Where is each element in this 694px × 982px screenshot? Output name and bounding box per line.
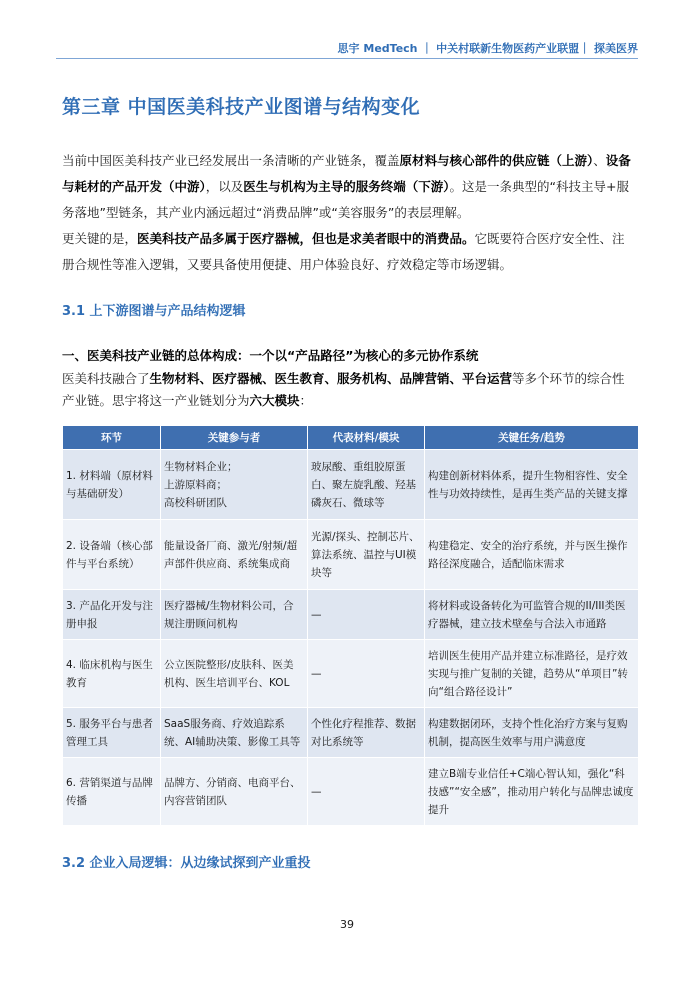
table-cell-tasks: 构建创新材料体系，提升生物相容性、安全性与功效持续性，是再生类产品的关键支撑 xyxy=(425,450,639,520)
table-cell-participants: SaaS服务商、疗效追踪系统、AI辅助决策、影像工具等 xyxy=(161,708,308,758)
text-run: ： xyxy=(299,393,313,408)
table-cell-materials: — xyxy=(308,640,425,708)
text-run: 更关键的是， xyxy=(62,231,138,246)
table-cell-materials: 光源/探头、控制芯片、算法系统、温控与UI模块等 xyxy=(308,520,425,590)
table-cell-materials: — xyxy=(308,758,425,826)
table-cell-tasks: 构建稳定、安全的治疗系统，并与医生操作路径深度融合，适配临床需求 xyxy=(425,520,639,590)
table-cell-materials: 玻尿酸、重组胶原蛋白、聚左旋乳酸、羟基磷灰石、微球等 xyxy=(308,450,425,520)
chapter-title: 第三章 中国医美科技产业图谱与结构变化 xyxy=(62,96,421,118)
module-table xyxy=(62,425,639,826)
table-cell-tasks: 将材料或设备转化为可监管合规的II/III类医疗器械，建立技术壁垒与合法入市通路 xyxy=(425,590,639,640)
bold-run: 设备与耗材的产品开发（中游） xyxy=(62,153,631,194)
table-cell-participants: 能量设备厂商、激光/射频/超声部件供应商、系统集成商 xyxy=(161,520,308,590)
section-title-3-1: 3.1 上下游图谱与产品结构逻辑 xyxy=(62,304,246,319)
bold-run: 生物材料、医疗器械、医生教育、服务机构、品牌营销、平台运营 xyxy=(149,371,513,386)
table-row xyxy=(63,640,639,708)
bold-run: 医生与机构为主导的服务终端（下游） xyxy=(243,179,450,194)
table-cell-materials: — xyxy=(308,590,425,640)
table-cell-participants: 医疗器械/生物材料公司，合规注册顾问机构 xyxy=(161,590,308,640)
text-run: 等多个环节的综合性产业链。思宇将这一产业链划分为 xyxy=(62,371,625,408)
text-run: ，以及 xyxy=(205,179,244,194)
table-cell-tasks: 建立B端专业信任+C端心智认知，强化“科技感”“安全感”，推动用户转化与品牌忠诚度提升 xyxy=(425,758,639,826)
table-cell-stage: 4. 临床机构与医生教育 xyxy=(63,640,161,708)
text-run: 。这是一条典型的“科技主导+服务落地”型链条，其产业内涵远超过“消费品牌”或“美容服务”的表层理解。 xyxy=(62,179,629,220)
page-header: 思宇 MedTech ｜ 中关村联新生物医药产业联盟｜ 探美医界 xyxy=(337,42,638,55)
chain-paragraph xyxy=(62,368,636,412)
table-row xyxy=(63,450,639,520)
table-header-cell: 关键参与者 xyxy=(161,426,308,450)
intro-paragraphs xyxy=(62,148,636,278)
text-run: 、 xyxy=(593,153,606,168)
intro-paragraph-2 xyxy=(62,226,636,278)
table-cell-stage: 1. 材料端（原材料与基础研发） xyxy=(63,450,161,520)
table-row xyxy=(63,708,639,758)
table-cell-stage: 6. 营销渠道与品牌传播 xyxy=(63,758,161,826)
bold-run: 六大模块 xyxy=(249,393,300,408)
table-header-cell: 环节 xyxy=(63,426,161,450)
table-header-cell: 关键任务/趋势 xyxy=(425,426,639,450)
table-row xyxy=(63,520,639,590)
table-header-row xyxy=(63,426,639,450)
table-cell-stage: 3. 产品化开发与注册申报 xyxy=(63,590,161,640)
text-run: 它既要符合医疗安全性、注册合规性等准入逻辑，又要具备使用便捷、用户体验良好、疗效稳定等市场逻辑。 xyxy=(62,231,625,272)
table-header-cell: 代表材料/模块 xyxy=(308,426,425,450)
table-cell-stage: 2. 设备端（核心部件与平台系统） xyxy=(63,520,161,590)
text-run: 医美科技融合了 xyxy=(62,371,150,386)
section-title-3-2: 3.2 企业入局逻辑：从边缘试探到产业重投 xyxy=(62,856,311,871)
table-cell-tasks: 培训医生使用产品并建立标准路径，是疗效实现与推广复制的关键，趋势从“单项目”转向“组合路径设计” xyxy=(425,640,639,708)
text-run: 当前中国医美科技产业已经发展出一条清晰的产业链条，覆盖 xyxy=(62,153,400,168)
bold-run: 原材料与核心部件的供应链（上游） xyxy=(399,153,594,168)
table-cell-stage: 5. 服务平台与患者管理工具 xyxy=(63,708,161,758)
table-cell-participants: 生物材料企业； 上游原料商； 高校科研团队 xyxy=(161,450,308,520)
subsection-title: 一、医美科技产业链的总体构成：一个以“产品路径”为核心的多元协作系统 xyxy=(62,348,479,363)
table-row xyxy=(63,758,639,826)
header-divider xyxy=(56,58,638,59)
page-number: 39 xyxy=(340,918,354,931)
table-row xyxy=(63,590,639,640)
bold-run: 医美科技产品多属于医疗器械，但也是求美者眼中的消费品。 xyxy=(137,231,475,246)
table-cell-tasks: 构建数据闭环，支持个性化治疗方案与复购机制，提高医生效率与用户满意度 xyxy=(425,708,639,758)
table-cell-participants: 品牌方、分销商、电商平台、内容营销团队 xyxy=(161,758,308,826)
table-cell-participants: 公立医院整形/皮肤科、医美机构、医生培训平台、KOL xyxy=(161,640,308,708)
intro-paragraph-1 xyxy=(62,148,636,226)
table-cell-materials: 个性化疗程推荐、数据对比系统等 xyxy=(308,708,425,758)
